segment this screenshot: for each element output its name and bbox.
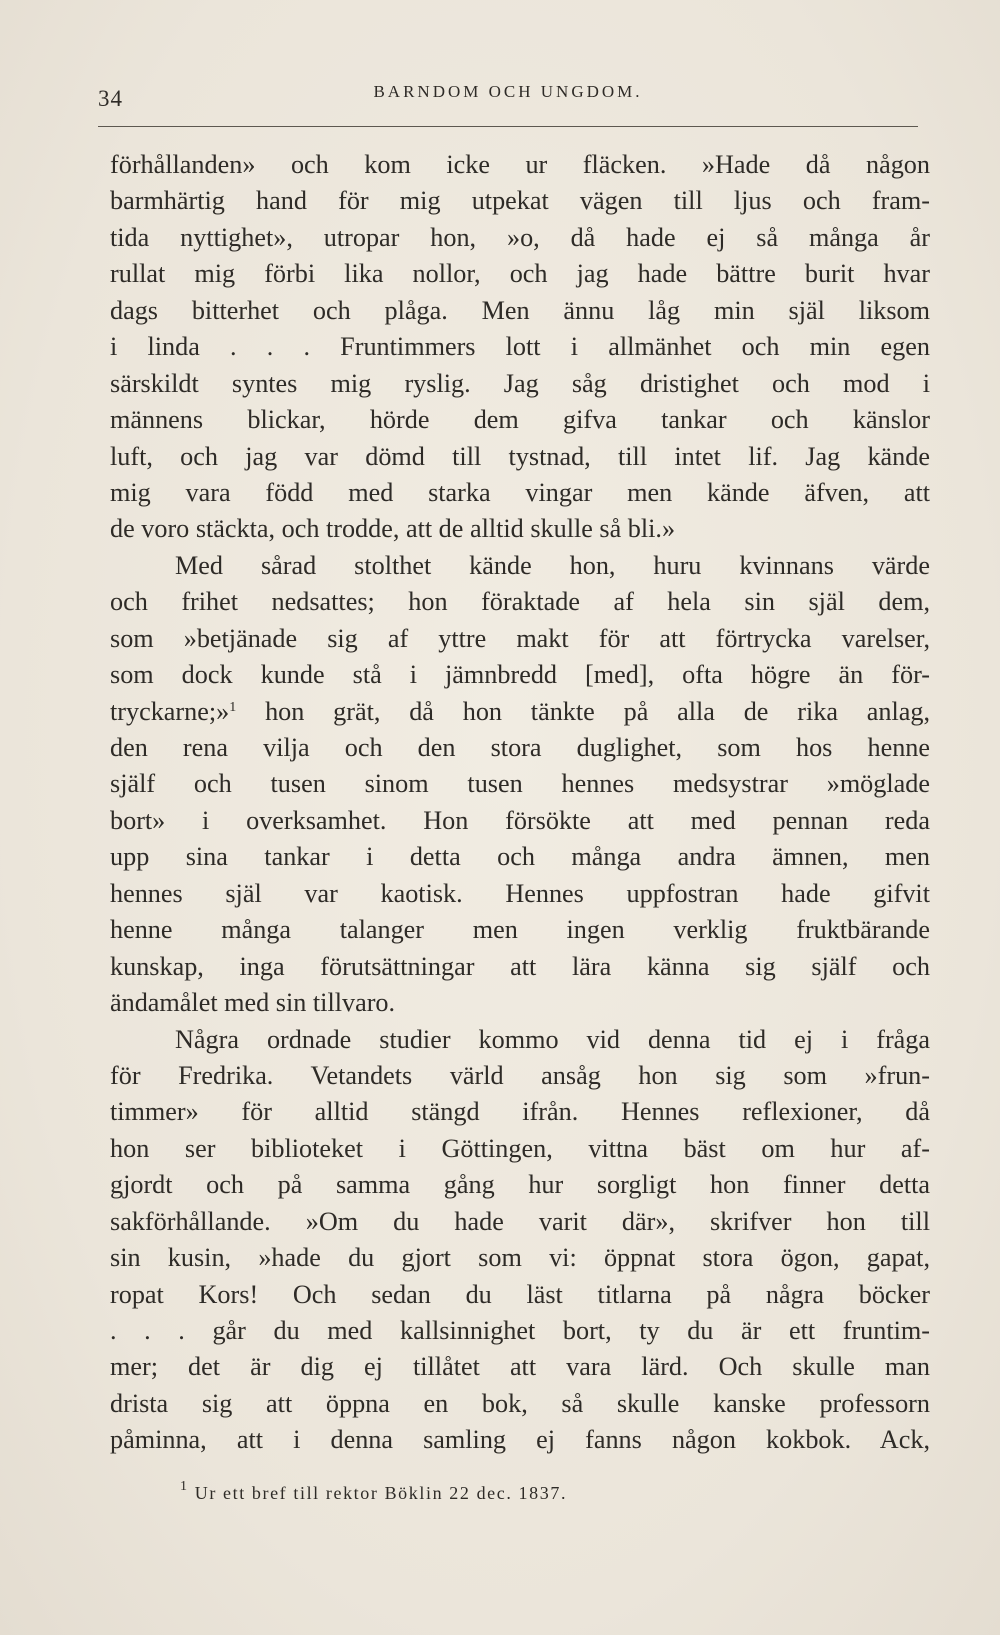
header-rule (98, 126, 918, 127)
text-line: hennes själ var kaotisk. Hennes uppfostran hade gifvit (110, 878, 930, 908)
text-line: förhållanden» och kom icke ur fläcken. »Hade då någon (110, 150, 930, 179)
text-line: tida nyttighet», utropar hon, »o, då hade ej så många år (110, 222, 930, 252)
text-line: gjordt och på samma gång hur sorgligt hon finner detta (110, 1170, 930, 1200)
text-line: som dock kunde stå i jämnbredd [med], ofta högre än för- (110, 660, 930, 690)
text-line: som »betjänade sig af yttre makt för att förtrycka varelser, (110, 623, 930, 653)
text-fragment: tryckarne;» (110, 696, 230, 726)
text-line: kunskap, inga förutsättningar att lära känna sig själf och (110, 951, 930, 981)
text-line: den rena vilja och den stora duglighet, som hos henne (110, 733, 930, 762)
text-line: påminna, att i denna samling ej fanns någon kokbok. Ack, (110, 1425, 930, 1455)
text-line: för Fredrika. Vetandets värld ansåg hon sig som »frun- (110, 1060, 930, 1090)
text-line: drista sig att öppna en bok, så skulle kanske professorn (110, 1388, 930, 1418)
text-line: hon ser biblioteket i Göttingen, vittna bäst om hur af- (110, 1133, 930, 1163)
text-line: själf och tusen sinom tusen hennes medsystrar »möglade (110, 769, 930, 799)
text-line: . . . går du med kallsinnighet bort, ty du är ett fruntim- (110, 1316, 930, 1345)
text-line: mig vara född med starka vingar men kände äfven, att (110, 477, 930, 507)
text-line: henne många talanger men ingen verklig fruktbärande (110, 915, 930, 945)
footnote-reference: 1 (229, 699, 237, 715)
text-line: särskildt syntes mig ryslig. Jag såg dristighet och mod i (110, 368, 930, 398)
text-line: luft, och jag var dömd till tystnad, till intet lif. Jag kände (110, 441, 930, 471)
text-line: upp sina tankar i detta och många andra ämnen, men (110, 842, 930, 872)
page-number: 34 (98, 86, 123, 111)
text-line: ändamålet med sin tillvaro. (110, 988, 396, 1018)
text-line: dags bitterhet och plåga. Men ännu låg min själ liksom (110, 295, 930, 325)
text-line: sakförhållande. »Om du hade varit där», skrifver hon till (110, 1206, 930, 1236)
text-line-with-footnote-ref (110, 694, 930, 730)
text-line: mer; det är dig ej tillåtet att vara lärd. Och skulle man (110, 1352, 930, 1382)
text-line: och frihet nedsattes; hon föraktade af hela sin själ dem, (110, 587, 930, 617)
running-head: BARNDOM OCH UNGDOM. (373, 82, 643, 101)
text-line: bort» i overksamhet. Hon försökte att med pennan reda (110, 805, 930, 835)
footnote (180, 1479, 568, 1504)
text-line: männens blickar, hörde dem gifva tankar och känslor (110, 405, 930, 435)
text-line: ropat Kors! Och sedan du läst titlarna på några böcker (110, 1279, 930, 1309)
page-header (98, 78, 918, 118)
text-line: timmer» för alltid stängd ifrån. Hennes reflexioner, då (110, 1097, 930, 1127)
text-line: i linda . . . Fruntimmers lott i allmänhet och min egen (110, 332, 930, 362)
body-text (110, 147, 930, 1459)
paragraph-start-line: Några ordnade studier kommo vid denna tid ej i fråga (175, 1024, 930, 1054)
text-line: rullat mig förbi lika nollor, och jag hade bättre burit hvar (110, 259, 930, 289)
footnote-text: Ur ett bref till rektor Böklin 22 dec. 1837. (194, 1483, 568, 1503)
footnote-marker: 1 (180, 1479, 189, 1494)
text-line: de voro stäckta, och trodde, att de alltid skulle så bli.» (110, 514, 676, 544)
text-fragment: hon grät, då hon tänkte på alla de rika anlag, (265, 696, 931, 726)
text-line: barmhärtig hand för mig utpekat vägen till ljus och fram- (110, 186, 930, 216)
text-line: sin kusin, »hade du gjort som vi: öppnat stora ögon, gapat, (110, 1243, 930, 1273)
paragraph-start-line: Med sårad stolthet kände hon, huru kvinnans värde (175, 550, 930, 580)
